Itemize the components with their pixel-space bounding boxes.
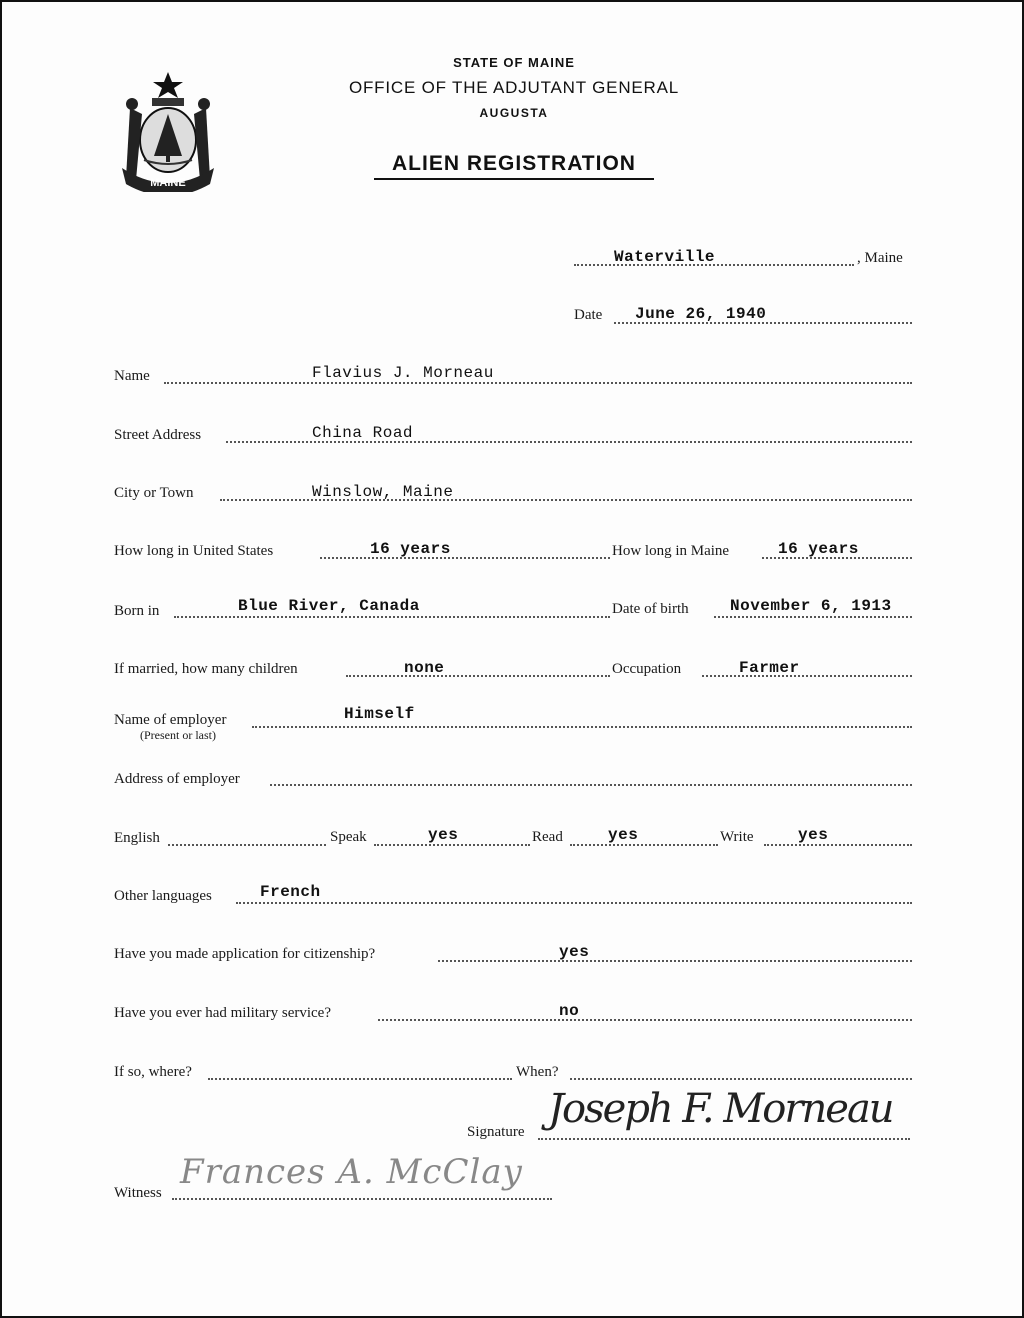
write-value: yes: [798, 826, 829, 844]
signature-label: Signature: [467, 1124, 525, 1140]
read-label: Read: [532, 829, 563, 845]
occupation-label: Occupation: [612, 661, 682, 677]
us-duration-line: [320, 557, 610, 559]
street-label: Street Address: [114, 427, 202, 443]
born-in-line: [174, 616, 610, 618]
place-suffix: , Maine: [857, 250, 903, 266]
military-value: no: [559, 1002, 580, 1020]
children-line: [346, 675, 610, 677]
employer-value: Himself: [344, 705, 415, 723]
where-label: If so, where?: [114, 1064, 192, 1080]
witness-handwriting: Frances A. McClay: [180, 1152, 523, 1192]
city-value: Winslow, Maine: [312, 483, 454, 501]
born-in-label: Born in: [114, 603, 160, 619]
witness-line: [172, 1198, 552, 1200]
children-value: none: [404, 659, 445, 677]
name-value: Flavius J. Morneau: [312, 364, 494, 382]
employer-address-label: Address of employer: [114, 771, 240, 787]
speak-line: [374, 844, 530, 846]
employer-sublabel: (Present or last): [140, 728, 216, 742]
other-languages-label: Other languages: [114, 888, 212, 904]
citizenship-line: [438, 960, 912, 962]
city-label: City or Town: [114, 485, 194, 501]
form-title: ALIEN REGISTRATION: [392, 152, 636, 175]
employer-label: Name of employer: [114, 712, 227, 728]
where-line: [208, 1078, 512, 1080]
speak-value: yes: [428, 826, 459, 844]
military-label: Have you ever had military service?: [114, 1005, 331, 1021]
title-underline: [374, 178, 654, 180]
dob-value: November 6, 1913: [730, 597, 892, 615]
read-value: yes: [608, 826, 639, 844]
header-state: STATE OF MAINE: [453, 55, 575, 70]
name-line: [164, 382, 912, 384]
dob-line: [714, 616, 912, 618]
write-line: [764, 844, 912, 846]
date-value: June 26, 1940: [635, 305, 767, 323]
maine-duration-label: How long in Maine: [612, 543, 730, 559]
name-label: Name: [114, 368, 150, 384]
witness-label: Witness: [114, 1185, 162, 1201]
us-duration-label: How long in United States: [114, 543, 274, 559]
other-languages-line: [236, 902, 912, 904]
signature-handwriting: Joseph F. Morneau: [548, 1086, 893, 1132]
us-duration-value: 16 years: [370, 540, 451, 558]
place-value: Waterville: [614, 248, 716, 266]
military-line: [378, 1019, 912, 1021]
employer-line: [252, 726, 912, 728]
dob-label: Date of birth: [612, 601, 689, 617]
maine-duration-value: 16 years: [778, 540, 859, 558]
signature-line: [538, 1138, 910, 1140]
read-line: [570, 844, 718, 846]
occupation-value: Farmer: [739, 659, 800, 677]
citizenship-value: yes: [559, 943, 590, 961]
street-value: China Road: [312, 424, 414, 442]
when-line: [570, 1078, 912, 1080]
write-label: Write: [720, 829, 754, 845]
children-label: If married, how many children: [114, 661, 298, 677]
other-languages-value: French: [260, 883, 321, 901]
seal-lettering: MAINE: [150, 177, 186, 189]
born-in-value: Blue River, Canada: [238, 597, 420, 615]
header-city: AUGUSTA: [479, 106, 549, 120]
speak-label: Speak: [330, 829, 367, 845]
citizenship-label: Have you made application for citizenship?: [114, 946, 376, 962]
english-line: [168, 844, 326, 846]
date-label: Date: [574, 307, 603, 323]
header-office: OFFICE OF THE ADJUTANT GENERAL: [348, 78, 680, 97]
employer-address-line: [270, 784, 912, 786]
english-label: English: [114, 830, 160, 846]
when-label: When?: [516, 1064, 559, 1080]
occupation-line: [702, 675, 912, 677]
